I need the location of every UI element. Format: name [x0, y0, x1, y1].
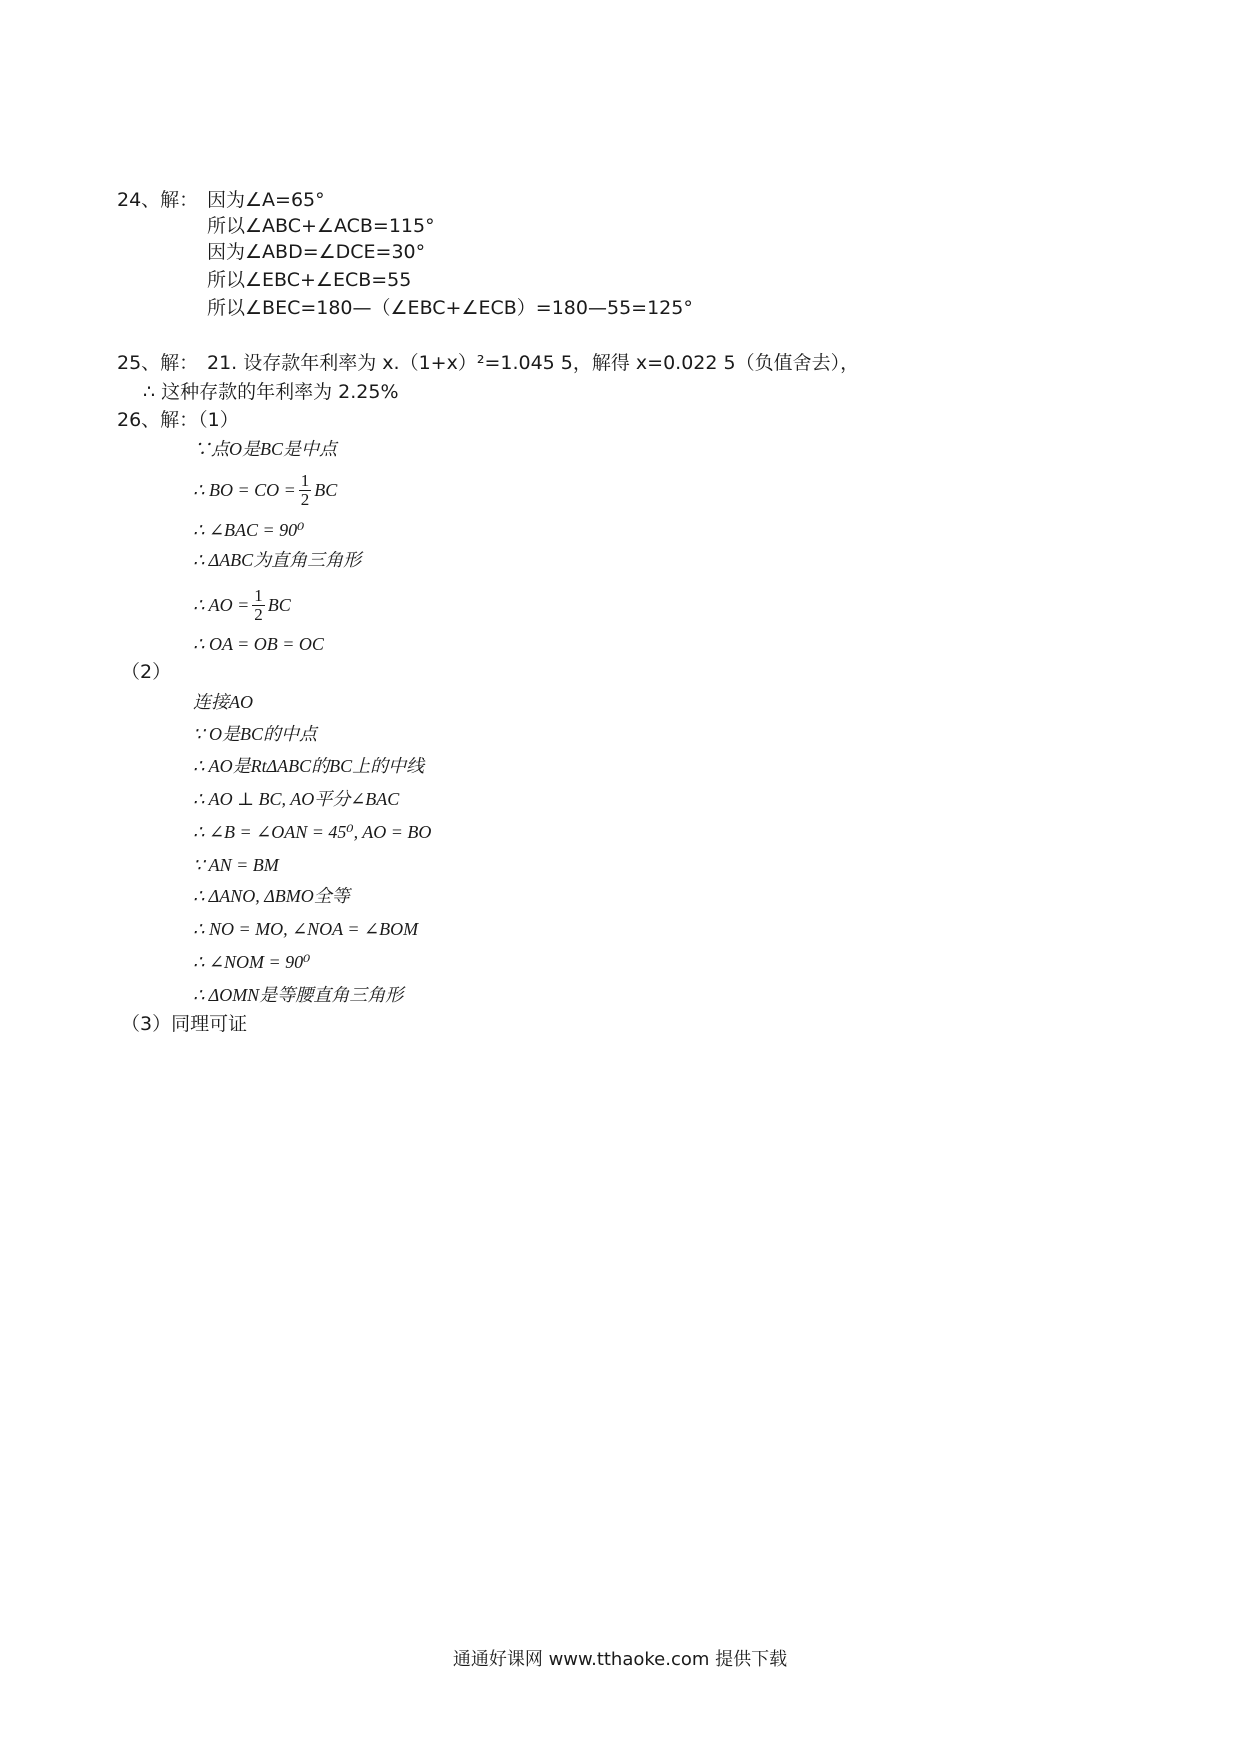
- q24-line-5: 所以∠BEC=180—（∠EBC+∠ECB）=180—55=125°: [207, 297, 693, 319]
- q26-p1-line-4: ∴ ΔABC为直角三角形: [193, 550, 362, 570]
- fraction-half: $\frac{1}{2}$: [300, 471, 310, 509]
- q26-label: 26、解：（1）: [117, 409, 239, 431]
- q25-label: 25、解：: [117, 352, 199, 374]
- q26-p2-line-9: ∴ ∠NOM = 90⁰: [193, 952, 311, 972]
- q26-p2-line-3: ∴ AO是RtΔABC的BC上的中线: [193, 756, 425, 776]
- q24-label: 24、解：: [117, 189, 199, 211]
- q24-line-3: 因为∠ABD=∠DCE=30°: [207, 241, 426, 263]
- q26-p2-line-5: ∴ ∠B = ∠OAN = 45⁰, AO = BO: [193, 822, 432, 842]
- q26-p2-line-10: ∴ ΔOMN是等腰直角三角形: [193, 985, 404, 1005]
- q26-p1-line-3: ∴ ∠BAC = 90⁰: [193, 520, 305, 540]
- q26-p3: （3）同理可证: [121, 1013, 248, 1035]
- q26-p2-line-7: ∴ ΔANO, ΔBMO全等: [193, 886, 350, 906]
- q24-line-4: 所以∠EBC+∠ECB=55: [207, 269, 412, 291]
- q25-line-2: ∴ 这种存款的年利率为 2.25%: [143, 381, 399, 403]
- q26-p1-line-2: ∴ BO = CO = $\frac{1}{2}$ BC: [193, 471, 338, 509]
- q26-p1-line-6: ∴ OA = OB = OC: [193, 634, 324, 654]
- fraction-half-2: $\frac{1}{2}$: [254, 586, 263, 624]
- q26-p1-line-1: ∵点O是BC是中点: [193, 439, 337, 459]
- q24-line-1: 因为∠A=65°: [207, 189, 325, 211]
- q25-line-1: 21. 设存款年利率为 x.（1+x）²=1.045 5，解得 x=0.022 5（负值舍去），: [207, 352, 860, 374]
- q26-p2-line-2: ∵ O是BC的中点: [193, 724, 317, 744]
- q24-line-2: 所以∠ABC+∠ACB=115°: [207, 215, 435, 237]
- q26-p2-label: （2）: [121, 661, 172, 683]
- q26-p2-line-1: 连接AO: [193, 692, 253, 712]
- q26-p2-line-4: ∴ AO ⊥ BC, AO平分∠BAC: [193, 789, 400, 809]
- footer-credit: 通通好课网 www.tthaoke.com 提供下载: [452, 1649, 788, 1670]
- q26-p1-line-5: ∴ AO = $\frac{1}{2}$ BC: [193, 586, 291, 624]
- q26-p2-line-6: ∵ AN = BM: [193, 855, 279, 875]
- q26-p2-line-8: ∴ NO = MO, ∠NOA = ∠BOM: [193, 919, 419, 939]
